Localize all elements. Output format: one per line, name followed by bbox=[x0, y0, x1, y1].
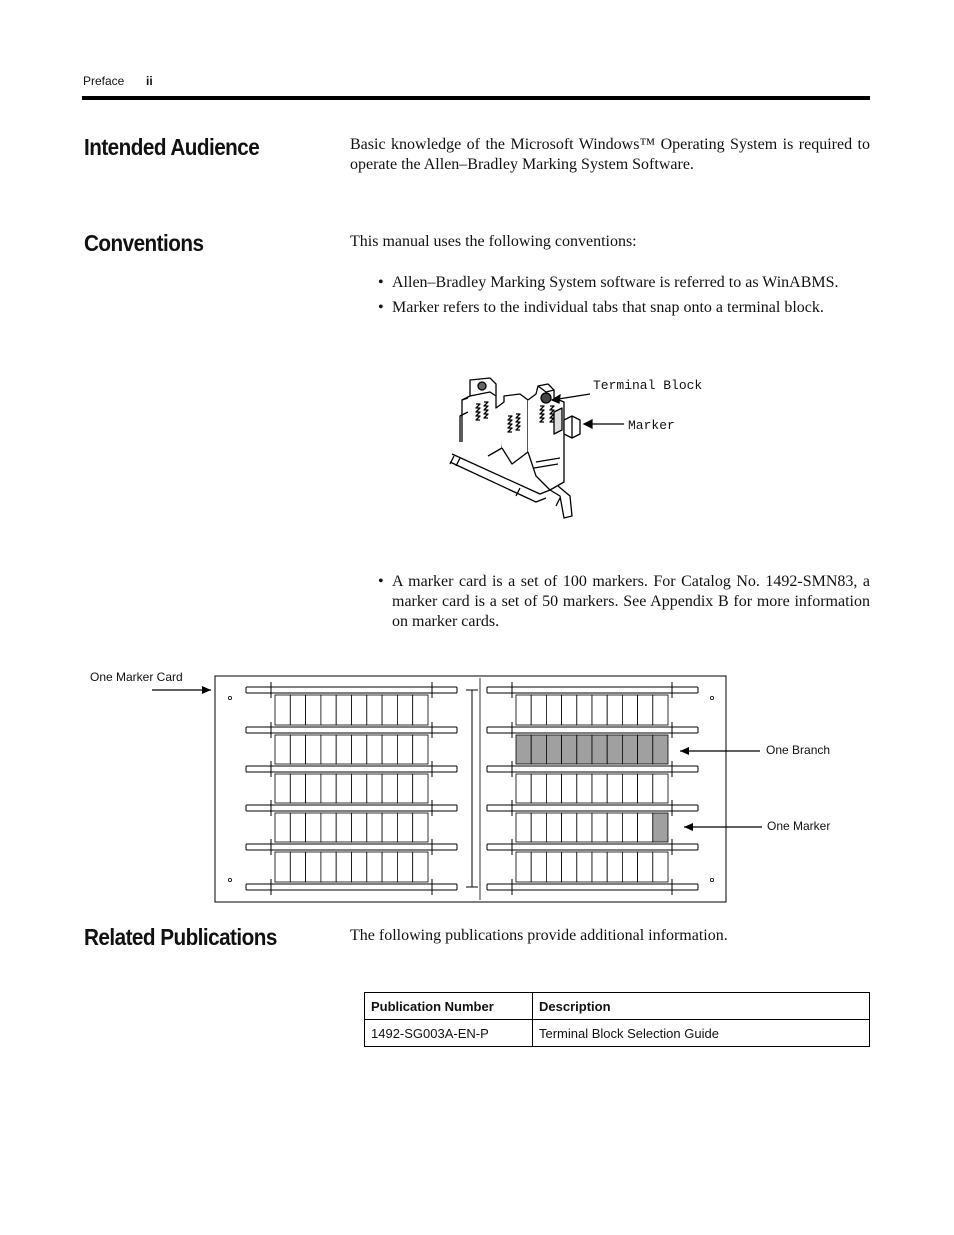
highlighted-branch-marker bbox=[622, 735, 637, 764]
bullet-text: A marker card is a set of 100 markers. For Catalog No. 1492-SMN83, a marker card is a set of 50 markers. See Appendix B for more information on marker cards. bbox=[392, 573, 870, 630]
marker bbox=[352, 774, 367, 803]
marker bbox=[352, 852, 367, 882]
arrow-marker-card-head bbox=[202, 686, 211, 694]
mounting-hole bbox=[710, 696, 713, 699]
marker bbox=[367, 813, 382, 842]
branch-rail bbox=[246, 727, 457, 733]
marker bbox=[382, 774, 397, 803]
marker bbox=[382, 813, 397, 842]
branch-rail bbox=[487, 805, 698, 811]
marker bbox=[516, 852, 531, 882]
marker bbox=[275, 735, 290, 764]
marker bbox=[413, 813, 428, 842]
mounting-hole bbox=[228, 696, 231, 699]
branch-rail bbox=[246, 766, 457, 772]
marker bbox=[622, 774, 637, 803]
mounting-hole bbox=[710, 878, 713, 881]
marker bbox=[622, 695, 637, 725]
marker bbox=[321, 774, 336, 803]
marker bbox=[607, 852, 622, 882]
running-header-section: Preface bbox=[83, 74, 125, 88]
marker bbox=[546, 774, 561, 803]
marker bbox=[592, 813, 607, 842]
branch-rail bbox=[487, 884, 698, 890]
marker bbox=[562, 813, 577, 842]
marker bbox=[577, 695, 592, 725]
highlighted-branch-marker bbox=[516, 735, 531, 764]
marker bbox=[622, 813, 637, 842]
marker bbox=[275, 695, 290, 725]
marker bbox=[290, 695, 305, 725]
marker bbox=[516, 813, 531, 842]
marker bbox=[306, 774, 321, 803]
marker bbox=[275, 813, 290, 842]
marker bbox=[531, 813, 546, 842]
table-cell: Terminal Block Selection Guide bbox=[533, 1020, 870, 1047]
heading-related-publications: Related Publications bbox=[84, 924, 277, 950]
bullet-icon: • bbox=[378, 299, 384, 316]
marker bbox=[653, 695, 668, 725]
highlighted-branch-marker bbox=[546, 735, 561, 764]
marker bbox=[413, 735, 428, 764]
marker bbox=[290, 852, 305, 882]
bullet-text: Allen–Bradley Marking System software is referred to as WinABMS. bbox=[392, 274, 839, 291]
label-marker: Marker bbox=[628, 418, 675, 433]
label-terminal-block: Terminal Block bbox=[593, 378, 703, 393]
marker bbox=[336, 852, 351, 882]
highlighted-branch-marker bbox=[638, 735, 653, 764]
marker bbox=[531, 852, 546, 882]
marker bbox=[607, 774, 622, 803]
highlighted-branch-marker bbox=[607, 735, 622, 764]
bullet-icon: • bbox=[378, 274, 384, 291]
arrow-branch-head bbox=[680, 747, 689, 755]
marker bbox=[382, 852, 397, 882]
marker bbox=[413, 774, 428, 803]
marker bbox=[577, 774, 592, 803]
column-header: Publication Number bbox=[365, 993, 533, 1020]
branch-rail bbox=[246, 884, 457, 890]
table-cell: 1492-SG003A-EN-P bbox=[365, 1020, 533, 1047]
marker bbox=[546, 813, 561, 842]
marker bbox=[352, 695, 367, 725]
label-one-branch: One Branch bbox=[766, 743, 831, 757]
branch-rail bbox=[246, 687, 457, 693]
marker bbox=[516, 695, 531, 725]
highlighted-branch-marker bbox=[592, 735, 607, 764]
marker bbox=[382, 695, 397, 725]
marker bbox=[413, 852, 428, 882]
highlighted-branch-marker bbox=[577, 735, 592, 764]
arrow-marker-head bbox=[684, 823, 693, 831]
intended-audience-text: Basic knowledge of the Microsoft Windows™ Operating System is required to operate the Allen–Bradley Marking System Software. bbox=[350, 136, 870, 173]
marker bbox=[577, 852, 592, 882]
marker bbox=[321, 813, 336, 842]
label-one-marker-card: One Marker Card bbox=[90, 670, 183, 684]
bullet-icon: • bbox=[378, 573, 384, 590]
heading-intended-audience: Intended Audience bbox=[84, 134, 260, 160]
label-one-marker: One Marker bbox=[767, 819, 831, 833]
marker bbox=[352, 813, 367, 842]
heading-conventions: Conventions bbox=[84, 230, 204, 256]
marker bbox=[275, 774, 290, 803]
marker bbox=[531, 695, 546, 725]
marker bbox=[290, 774, 305, 803]
marker bbox=[367, 774, 382, 803]
marker bbox=[367, 735, 382, 764]
marker bbox=[306, 695, 321, 725]
marker bbox=[336, 813, 351, 842]
marker bbox=[546, 852, 561, 882]
marker bbox=[638, 774, 653, 803]
marker bbox=[397, 735, 412, 764]
branch-rail bbox=[487, 687, 698, 693]
page-number: ii bbox=[146, 74, 153, 88]
marker bbox=[321, 695, 336, 725]
publications-table bbox=[364, 992, 870, 1047]
marker bbox=[546, 695, 561, 725]
marker bbox=[397, 813, 412, 842]
marker bbox=[367, 852, 382, 882]
marker bbox=[306, 735, 321, 764]
marker bbox=[336, 774, 351, 803]
marker bbox=[531, 774, 546, 803]
marker bbox=[516, 774, 531, 803]
mounting-hole bbox=[228, 878, 231, 881]
marker bbox=[592, 695, 607, 725]
column-header: Description bbox=[533, 993, 870, 1020]
conventions-intro: This manual uses the following conventions: bbox=[350, 233, 637, 250]
marker bbox=[290, 735, 305, 764]
marker bbox=[638, 695, 653, 725]
marker bbox=[592, 774, 607, 803]
branch-rail bbox=[487, 727, 698, 733]
table-header-row bbox=[365, 993, 870, 1020]
highlighted-branch-marker bbox=[653, 735, 668, 764]
table-row bbox=[365, 1020, 870, 1047]
marker bbox=[397, 774, 412, 803]
marker bbox=[367, 695, 382, 725]
highlighted-branch-marker bbox=[562, 735, 577, 764]
marker bbox=[306, 813, 321, 842]
marker bbox=[413, 695, 428, 725]
marker bbox=[622, 852, 637, 882]
marker bbox=[562, 852, 577, 882]
branch-rail bbox=[487, 844, 698, 850]
bullet-text: Marker refers to the individual tabs that snap onto a terminal block. bbox=[392, 299, 824, 316]
branch-rail bbox=[246, 805, 457, 811]
marker bbox=[653, 774, 668, 803]
marker bbox=[607, 695, 622, 725]
marker bbox=[321, 852, 336, 882]
marker bbox=[638, 852, 653, 882]
marker bbox=[562, 695, 577, 725]
marker bbox=[336, 735, 351, 764]
highlighted-branch-marker bbox=[531, 735, 546, 764]
marker bbox=[638, 813, 653, 842]
marker bbox=[352, 735, 367, 764]
branch-rail bbox=[487, 766, 698, 772]
related-publications-intro: The following publications provide additional information. bbox=[350, 927, 728, 944]
highlighted-marker bbox=[653, 813, 668, 842]
marker bbox=[321, 735, 336, 764]
marker bbox=[592, 852, 607, 882]
marker bbox=[336, 695, 351, 725]
marker bbox=[397, 695, 412, 725]
marker bbox=[275, 852, 290, 882]
marker bbox=[290, 813, 305, 842]
marker bbox=[562, 774, 577, 803]
marker bbox=[306, 852, 321, 882]
marker bbox=[397, 852, 412, 882]
marker bbox=[577, 813, 592, 842]
marker bbox=[607, 813, 622, 842]
marker bbox=[382, 735, 397, 764]
branch-rail bbox=[246, 844, 457, 850]
marker bbox=[653, 852, 668, 882]
